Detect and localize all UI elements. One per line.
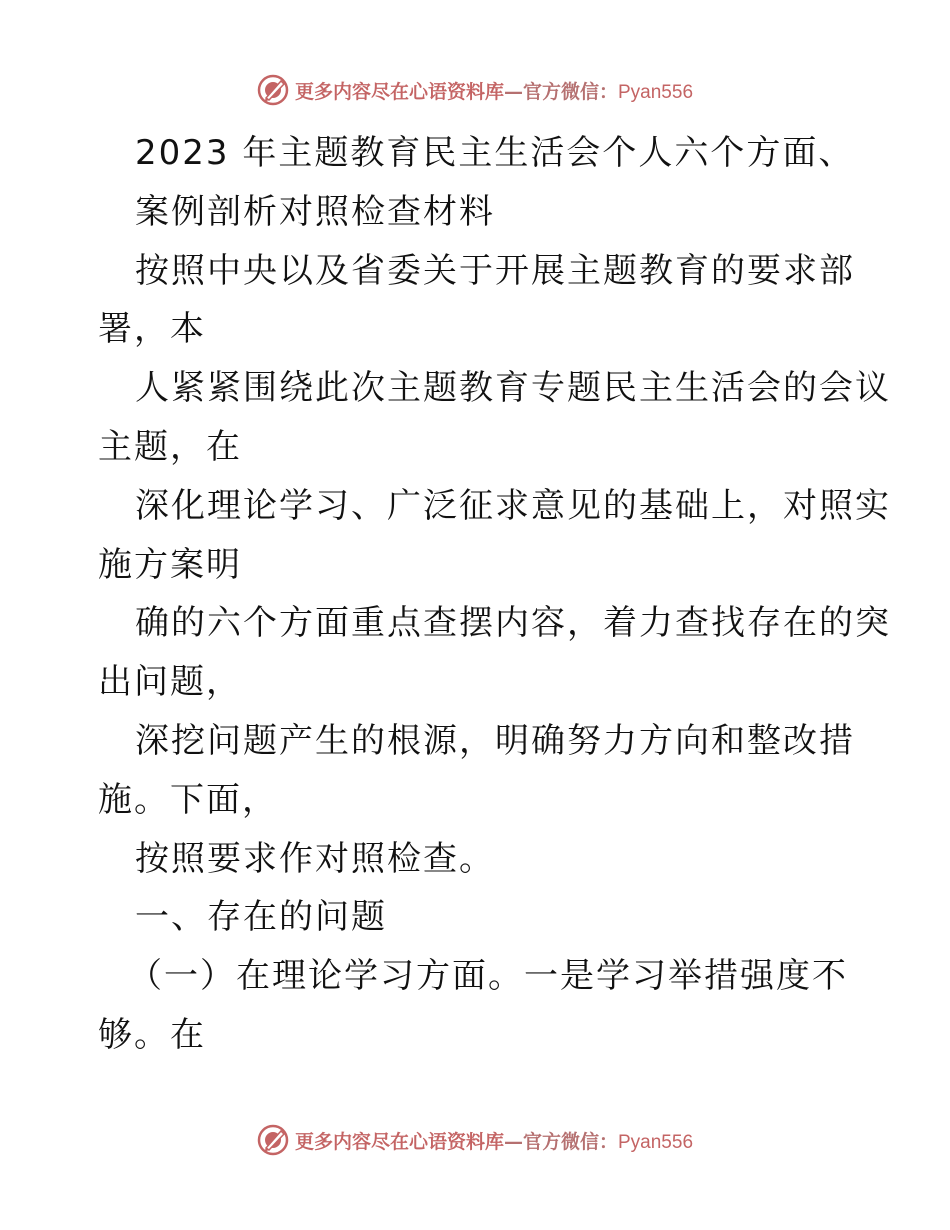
banner-library-name: 更多内容尽在心语资料库 — [294, 1130, 504, 1153]
section-heading: 一、存在的问题 — [135, 897, 387, 938]
footer-banner — [0, 1120, 950, 1160]
banner-wechat-id: Pyan556 — [618, 81, 694, 103]
paragraph-line: 署，本 — [98, 309, 206, 350]
paragraph-line: 施方案明 — [98, 544, 242, 585]
paragraph-line: 施。下面， — [98, 779, 278, 820]
banner-text — [295, 77, 693, 104]
logo-icon — [257, 1124, 289, 1156]
header-banner — [0, 70, 950, 110]
logo-icon — [257, 74, 289, 106]
banner-separator: —官方微信： — [503, 1130, 618, 1153]
paragraph-line: 深化理论学习、广泛征求意见的基础上，对照实 — [135, 485, 891, 526]
paragraph-line: 按照要求作对照检查。 — [135, 838, 495, 879]
paragraph-line: 主题，在 — [98, 426, 242, 467]
subsection-line: （一）在理论学习方面。一是学习举措强度不 — [128, 956, 848, 997]
banner-text — [295, 1127, 693, 1154]
banner-library-name: 更多内容尽在心语资料库 — [294, 80, 504, 103]
paragraph-line: 深挖问题产生的根源，明确努力方向和整改措 — [135, 720, 855, 761]
paragraph-line: 出问题， — [98, 662, 242, 703]
paragraph-line: 够。在 — [98, 1014, 206, 1055]
banner-separator: —官方微信： — [503, 80, 618, 103]
paragraph-line: 人紧紧围绕此次主题教育专题民主生活会的会议 — [135, 368, 891, 409]
document-title-line-1: 2023 年主题教育民主生活会个人六个方面、 — [135, 133, 855, 173]
banner-wechat-id: Pyan556 — [618, 1131, 694, 1153]
document-title-line-2: 案例剖析对照检查材料 — [135, 191, 495, 232]
document-body — [98, 124, 891, 1065]
paragraph-line: 按照中央以及省委关于开展主题教育的要求部 — [135, 250, 855, 291]
paragraph-line: 确的六个方面重点查摆内容，着力查找存在的突 — [135, 603, 891, 644]
